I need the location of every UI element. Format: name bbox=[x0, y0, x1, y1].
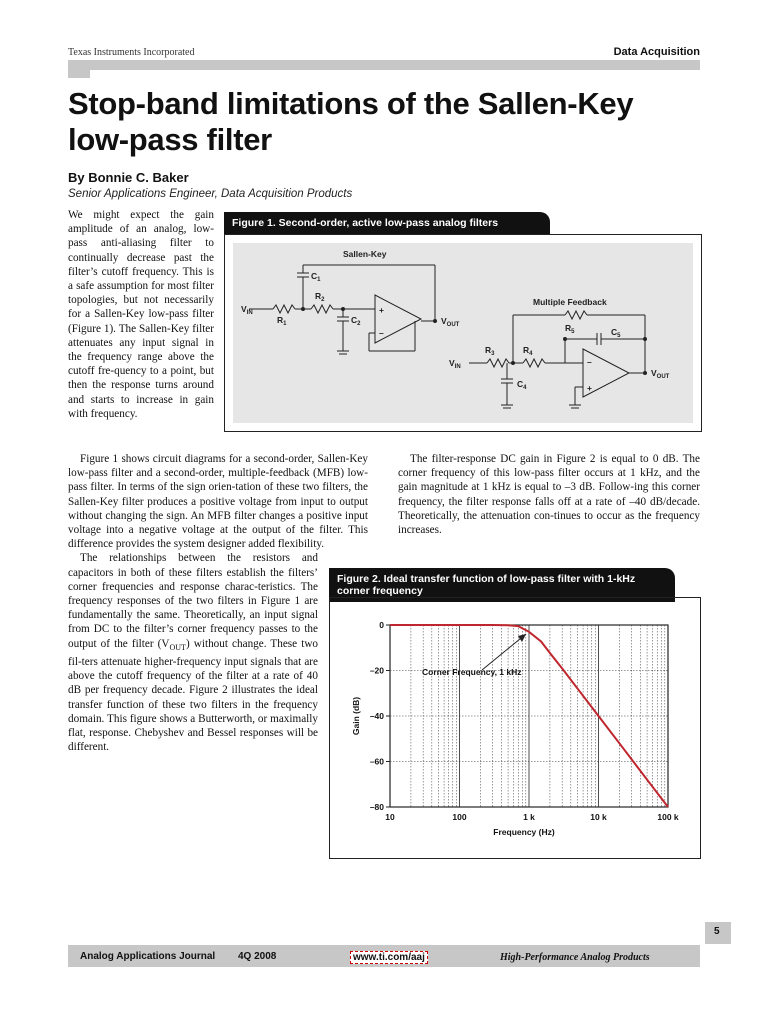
figure1-panel bbox=[233, 243, 693, 423]
issue-label: 4Q 2008 bbox=[238, 951, 277, 962]
sallen-key-label: Sallen-Key bbox=[343, 249, 387, 259]
body-paragraph-1: We might expect the gain amplitude of an analog, low-pass anti-aliasing filter to continually decrease past the filter’s cutoff frequency. This is a safe assumption for most filter topologies, but not necessarily for a Sallen-Key low-pass filter (Figure 1). The Sallen-Key filter attenuates any input signal in the frequency range above the cutoff fre-quency to a point, but then the response turns around and starts to increase in gain with frequency. bbox=[68, 209, 214, 420]
x-tick-label: 100 bbox=[452, 812, 467, 822]
y-tick-label: –20 bbox=[369, 665, 384, 676]
figure1-circuit bbox=[225, 235, 701, 431]
section-name: Data Acquisition bbox=[613, 46, 700, 58]
x-tick-label: 10 k bbox=[590, 812, 607, 822]
mfb-plus-label: + bbox=[587, 383, 592, 393]
chart-grid bbox=[386, 625, 668, 807]
header-notch bbox=[68, 70, 90, 78]
body-paragraph-3: The relationships between the resistors and capacitors in both of these filters establish the filters’ corner frequencies and response charac-teristics. The frequency responses of the two filters in Figure 1 are fundamentally the same. Theoretically, an input signal from DC to the filter’s corner frequency passes to the output of the filter $(V_{OUT})$ without change. These two fil-ters attenuate higher-frequency input signals that are above the cutoff frequency of the filter at a rate of 40 dB per frequency decade. Figure 2 illustrates the ideal transfer function of these two filters in the frequency domain. This figure shows a Butterworth, or maximally flat, response. Chebyshev and Bessel responses will be different. bbox=[68, 552, 318, 754]
corner-frequency-annotation: Corner Frequency, 1 kHz bbox=[422, 667, 522, 677]
mfb-label: Multiple Feedback bbox=[533, 297, 607, 307]
c2-label: $C_2$ bbox=[351, 315, 361, 327]
x-tick-label: 1 k bbox=[523, 812, 535, 822]
y-tick-label: –60 bbox=[369, 756, 384, 767]
author-role: Senior Applications Engineer, Data Acquisition Products bbox=[68, 188, 353, 200]
r5-label: $R_5$ bbox=[565, 323, 575, 335]
mfb-vin-label: $V_{IN}$ bbox=[449, 358, 461, 370]
journal-name: Analog Applications Journal bbox=[80, 951, 216, 962]
mfb-minus-label: – bbox=[587, 357, 592, 367]
x-axis-title: Frequency (Hz) bbox=[493, 827, 555, 837]
header-rule bbox=[68, 60, 700, 70]
figure1-caption: Figure 1. Second-order, active low-pass analog filters bbox=[224, 212, 550, 234]
c4-label: $C_4$ bbox=[517, 379, 527, 391]
c1-label: $C_1$ bbox=[311, 271, 321, 283]
r3-label: $R_3$ bbox=[485, 345, 495, 357]
footer-url-link[interactable]: www.ti.com/aaj bbox=[350, 951, 428, 964]
r4-label: $R_4$ bbox=[523, 345, 533, 357]
x-tick-label: 100 k bbox=[657, 812, 679, 822]
y-tick-label: 0 bbox=[379, 620, 384, 630]
y-axis-title: Gain (dB) bbox=[351, 696, 361, 736]
figure1-box bbox=[224, 234, 702, 432]
body-paragraph-2-3 bbox=[68, 452, 368, 755]
author-name: By Bonnie C. Baker bbox=[68, 170, 189, 185]
sk-plus-label: + bbox=[379, 305, 384, 315]
c5-label: $C_5$ bbox=[611, 327, 621, 339]
figure2-chart bbox=[330, 598, 700, 858]
mfb-vout-label: $V_{OUT}$ bbox=[651, 368, 670, 380]
r2-label: $R_2$ bbox=[315, 291, 325, 303]
figure2-caption: Figure 2. Ideal transfer function of low-pass filter with 1-kHz corner frequency bbox=[329, 568, 675, 602]
article-title: Stop-band limitations of the Sallen-Key low-pass filter bbox=[68, 86, 634, 157]
footer-tagline: High-Performance Analog Products bbox=[500, 952, 650, 963]
x-tick-label: 10 bbox=[385, 812, 395, 822]
sk-vout-label: $V_{OUT}$ bbox=[441, 316, 460, 328]
sk-minus-label: – bbox=[379, 328, 384, 338]
body-paragraph-4: The filter-response DC gain in Figure 2 is equal to 0 dB. The corner frequency of this low-pass filter occurs at 1 kHz, and the gain magnitude at 1 kHz is equal to –3 dB. Follow-ing this corner frequency, the filter response falls off at a rate of –40 dB/decade. Theoretically, the attenuation con-tinues to occur as the frequency increases. bbox=[398, 453, 700, 537]
y-tick-label: –40 bbox=[369, 711, 384, 721]
figure2-box bbox=[329, 597, 701, 859]
y-tick-label: –80 bbox=[369, 802, 384, 812]
r1-label: $R_1$ bbox=[277, 315, 287, 327]
sk-vin-label: $V_{IN}$ bbox=[241, 304, 253, 316]
body-paragraph-2: Figure 1 shows circuit diagrams for a second-order, Sallen-Key low-pass filter and a second-order, multiple-feedback (MFB) low-pass filter. In terms of the sign orien-tation of these two filters, the Sallen-Key filter produces a positive voltage from input to output without changing the sign. An MFB filter changes a positive input voltage into a negative voltage at the output of the filter. This difference provides the system designer added flexibility. bbox=[68, 453, 368, 551]
company-name: Texas Instruments Incorporated bbox=[68, 47, 195, 58]
page-number: 5 bbox=[714, 926, 720, 937]
